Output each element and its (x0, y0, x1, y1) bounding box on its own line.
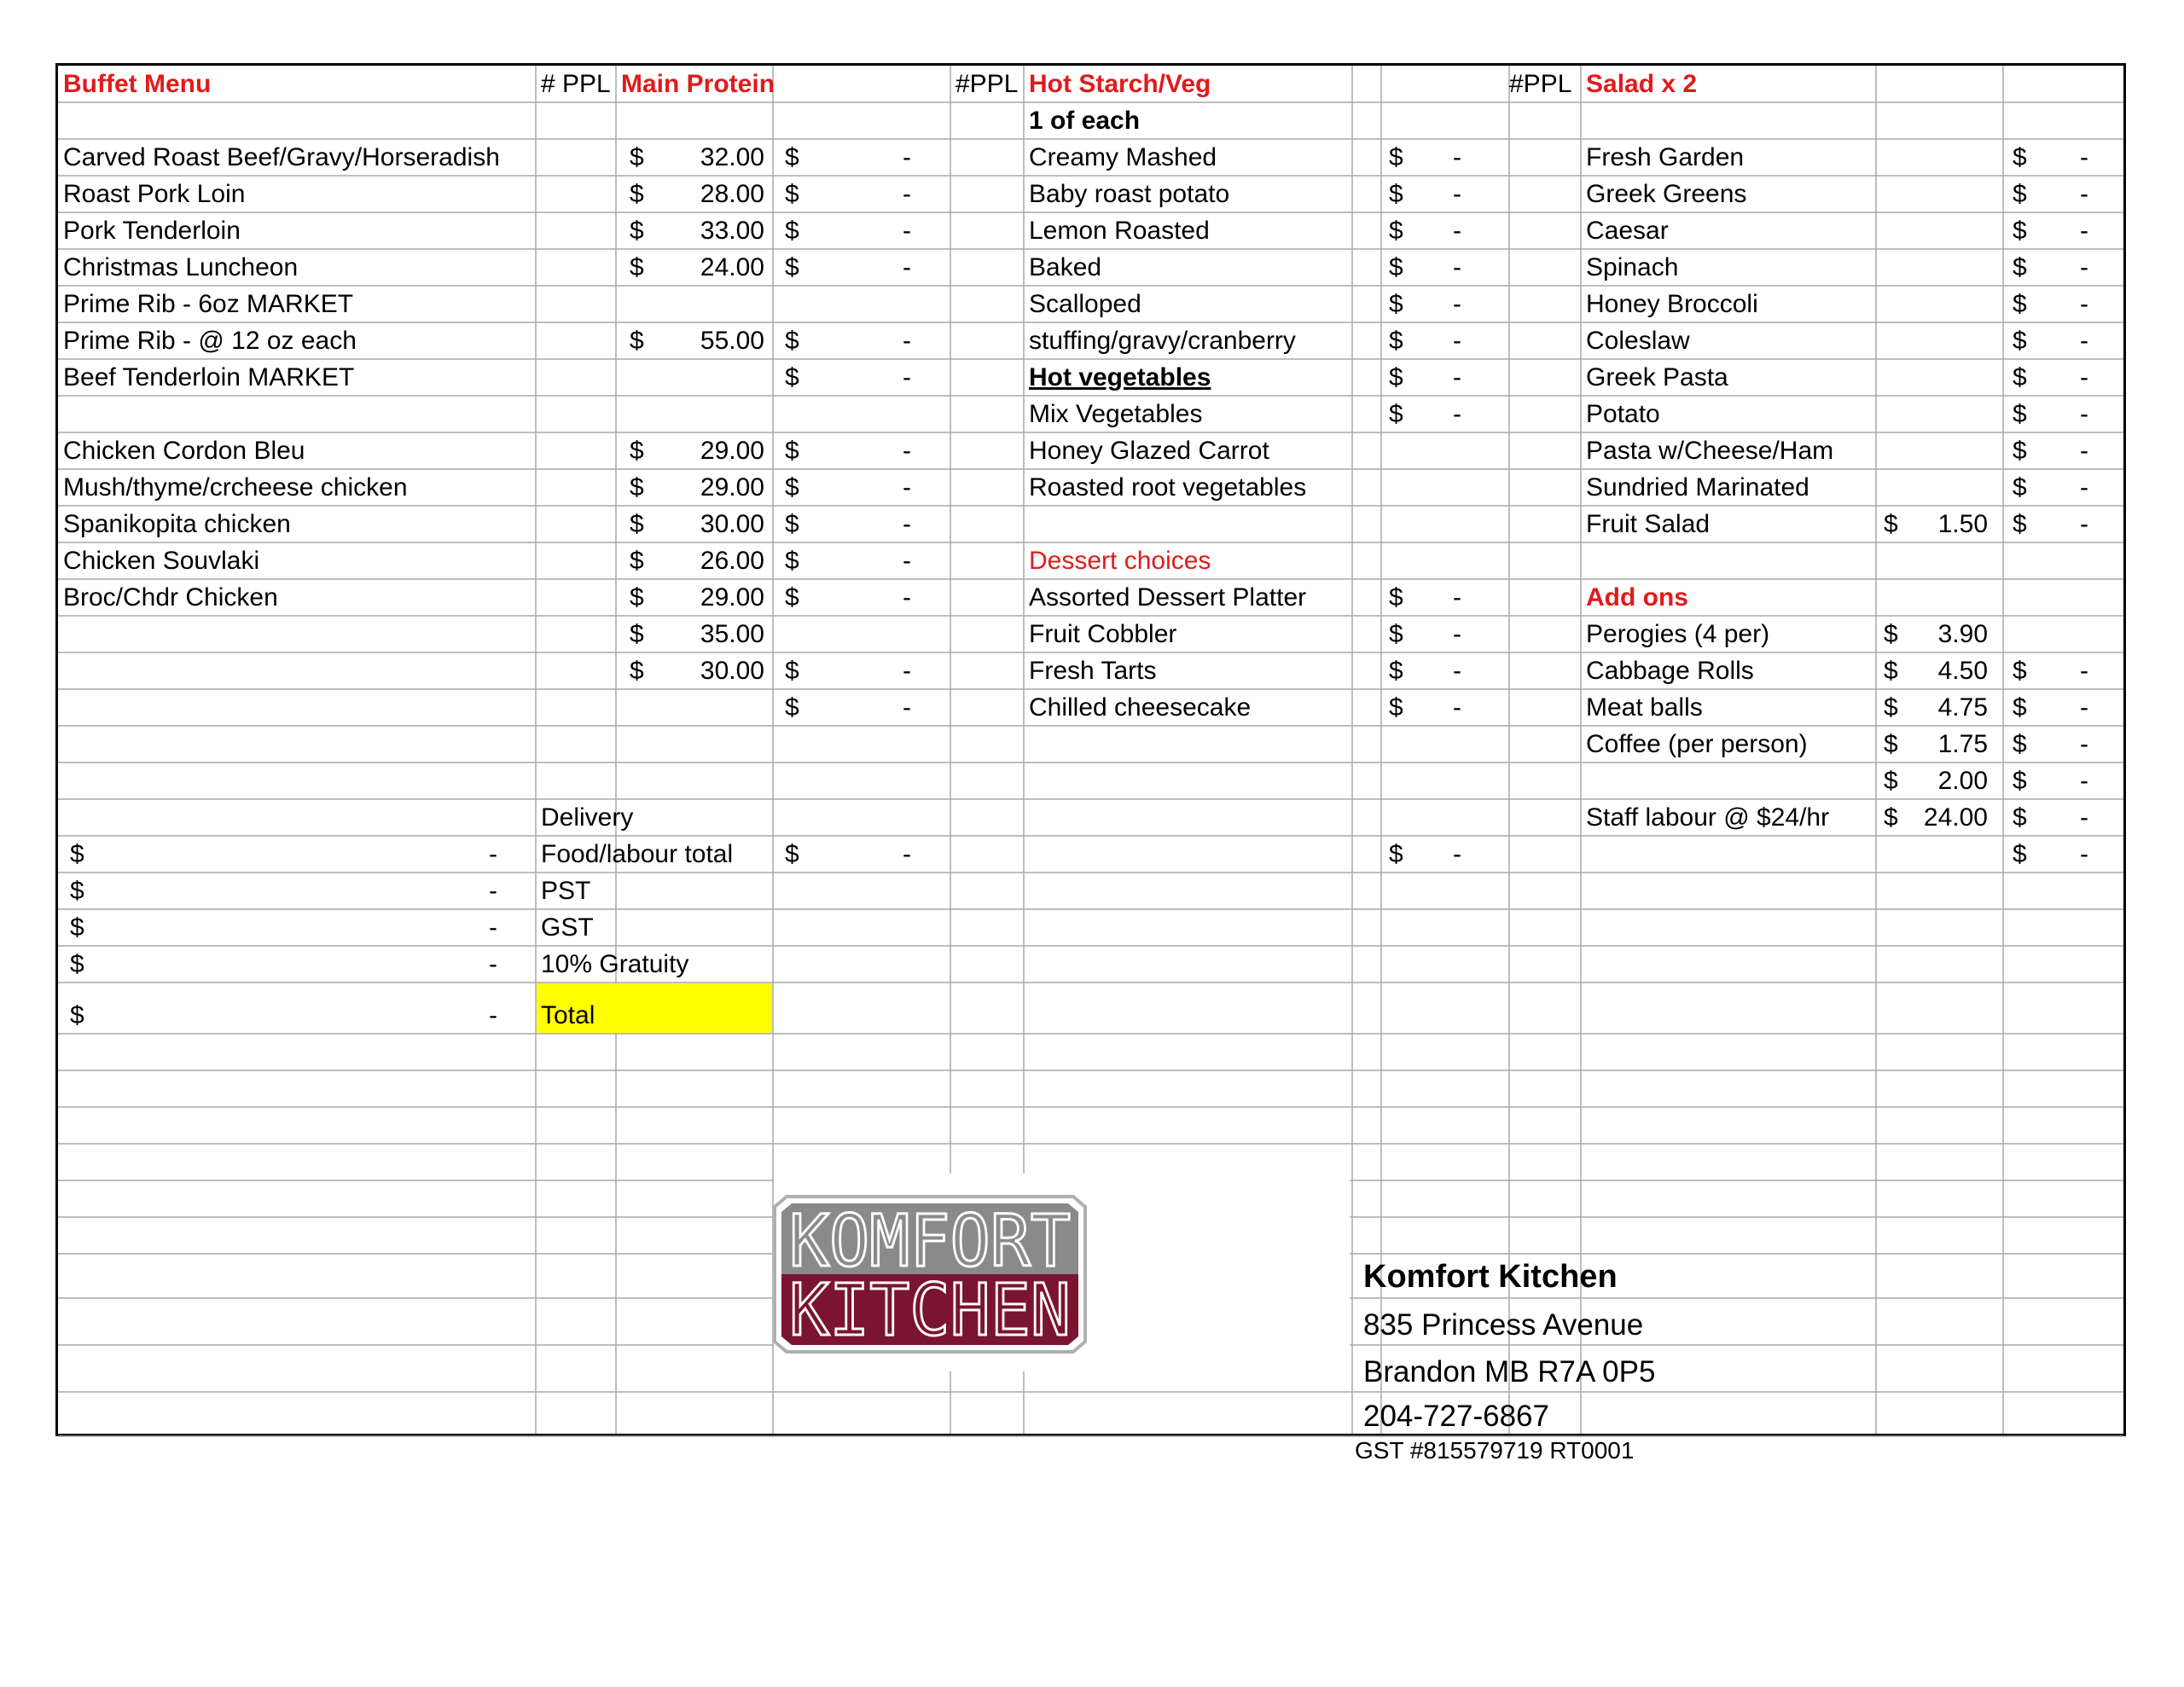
protein-price-currency: $ (630, 143, 644, 171)
business-name: Komfort Kitchen (1363, 1259, 1618, 1295)
starch-name: Mix Vegetables (1029, 400, 1203, 428)
starch-total-amount: - (1453, 290, 1461, 318)
protein-name: Prime Rib - 6oz MARKET (63, 290, 354, 318)
salad-total-currency: $ (2013, 253, 2027, 281)
starch-name: Baby roast potato (1029, 180, 1230, 208)
addon-total-amount: - (2080, 693, 2088, 722)
gst-label: GST (541, 913, 594, 942)
protein-price-amount: 24.00 (700, 253, 764, 281)
header-ppl-salad: #PPL (1509, 70, 1572, 98)
business-gst-number: GST #815579719 RT0001 (1355, 1437, 1635, 1464)
protein-price-amount: 30.00 (700, 657, 764, 685)
salad-total-amount: - (2080, 290, 2088, 318)
dessert-total-currency: $ (1389, 657, 1403, 685)
salad-total-currency: $ (2013, 180, 2027, 208)
summary-value-currency: $ (70, 913, 84, 942)
starch-total-amount: - (1453, 253, 1461, 281)
protein-price-amount: 26.00 (700, 547, 764, 575)
starch-name: Creamy Mashed (1029, 143, 1217, 171)
salad-total-amount: - (2080, 180, 2088, 208)
header-ppl-main: # PPL (541, 70, 611, 98)
addon-total-currency: $ (2013, 693, 2027, 722)
starch-total-currency: $ (1389, 143, 1403, 171)
starch-name: Lemon Roasted (1029, 217, 1210, 245)
salad-total-amount: - (2080, 217, 2088, 245)
business-address-line1: 835 Princess Avenue (1363, 1308, 1644, 1342)
header-ppl-starch: #PPL (956, 70, 1019, 98)
protein-price-amount: 28.00 (700, 180, 764, 208)
addon-price-currency: $ (1884, 657, 1898, 685)
food-labour-total-amount: - (903, 840, 911, 868)
salad-name: Caesar (1586, 217, 1669, 245)
delivery-label: Delivery (541, 803, 634, 832)
addon-price-amount: 4.50 (1937, 657, 1988, 685)
salad-total-currency: $ (2013, 363, 2027, 391)
addon-price-currency: $ (1884, 767, 1898, 795)
salad-name: Honey Broccoli (1586, 290, 1758, 318)
protein-name: Prime Rib - @ 12 oz each (63, 327, 357, 355)
protein-total-currency: $ (785, 437, 799, 465)
protein-total-amount: - (903, 363, 911, 391)
starch-one-of-each: 1 of each (1029, 107, 1141, 135)
protein-price-amount: 30.00 (700, 510, 764, 538)
starch-total-currency: $ (1389, 253, 1403, 281)
business-phone: 204-727-6867 (1363, 1400, 1549, 1433)
dessert-name: Chilled cheesecake (1029, 693, 1252, 722)
salad-total-amount: - (2080, 510, 2088, 538)
salad-total-currency: $ (2013, 217, 2027, 245)
addon-price-amount: 1.75 (1937, 730, 1988, 758)
protein-price-currency: $ (630, 217, 644, 245)
protein-total-amount: - (903, 327, 911, 355)
protein-price-currency: $ (630, 510, 644, 538)
dessert-header: Dessert choices (1029, 547, 1211, 575)
addon-total-currency: $ (2013, 657, 2027, 685)
salad-total-currency: $ (2013, 400, 2027, 428)
dessert-total-currency: $ (1389, 620, 1403, 648)
protein-name: Pork Tenderloin (63, 217, 241, 245)
dessert-total-amount: - (1453, 583, 1461, 612)
salad-total-amount: - (2080, 363, 2088, 391)
protein-total-currency: $ (785, 363, 799, 391)
protein-total-currency: $ (785, 180, 799, 208)
starch-name: Scalloped (1029, 290, 1141, 318)
protein-name: Carved Roast Beef/Gravy/Horseradish (63, 143, 500, 171)
protein-price-amount: 29.00 (700, 473, 764, 501)
addon-total-currency: $ (2013, 730, 2027, 758)
protein-total-currency: $ (785, 253, 799, 281)
starch-total-currency: $ (1389, 363, 1403, 391)
starch-grand-total-currency: $ (1389, 840, 1403, 868)
salad-total-currency: $ (2013, 473, 2027, 501)
salad-name: Greek Greens (1586, 180, 1747, 208)
salad-name: Fruit Salad (1586, 510, 1711, 538)
protein-total-currency: $ (785, 327, 799, 355)
addon-price-amount: 4.75 (1937, 693, 1988, 722)
salad-total-currency: $ (2013, 290, 2027, 318)
protein-name: Spanikopita chicken (63, 510, 291, 538)
protein-total-amount: - (903, 693, 911, 722)
salad-grand-total-currency: $ (2013, 840, 2027, 868)
protein-name: Chicken Souvlaki (63, 547, 260, 575)
summary-value-amount: - (489, 1001, 497, 1029)
summary-value-currency: $ (70, 877, 84, 905)
salad-total-currency: $ (2013, 437, 2027, 465)
buffet-order-sheet (55, 63, 2126, 1464)
salad-price-currency: $ (1884, 510, 1898, 538)
dessert-total-amount: - (1453, 657, 1461, 685)
addon-total-amount: - (2080, 730, 2088, 758)
protein-name: Roast Pork Loin (63, 180, 246, 208)
protein-total-amount: - (903, 510, 911, 538)
logo-word-kitchen: KITCHEN (789, 1268, 1071, 1352)
protein-price-currency: $ (630, 657, 644, 685)
protein-price-amount: 33.00 (700, 217, 764, 245)
protein-price-amount: 32.00 (700, 143, 764, 171)
summary-value-amount: - (489, 913, 497, 942)
protein-total-amount: - (903, 253, 911, 281)
starch-total-currency: $ (1389, 290, 1403, 318)
protein-total-amount: - (903, 180, 911, 208)
total-label: Total (541, 1001, 595, 1029)
salad-name: Greek Pasta (1586, 363, 1728, 391)
protein-total-amount: - (903, 437, 911, 465)
starch-total-amount: - (1453, 400, 1461, 428)
addon-name: Perogies (4 per) (1586, 620, 1770, 648)
starch-name: stuffing/gravy/cranberry (1029, 327, 1296, 355)
addon-total-currency: $ (2013, 803, 2027, 832)
protein-price-currency: $ (630, 437, 644, 465)
addon-price-amount: 24.00 (1923, 803, 1988, 832)
salad-name: Fresh Garden (1586, 143, 1745, 171)
pst-label: PST (541, 877, 591, 905)
dessert-total-amount: - (1453, 620, 1461, 648)
addon-total-amount: - (2080, 803, 2088, 832)
dessert-name: Fruit Cobbler (1029, 620, 1177, 648)
salad-name: Pasta w/Cheese/Ham (1586, 437, 1834, 465)
logo-word-komfort: KOMFORT (789, 1199, 1071, 1283)
protein-total-currency: $ (785, 657, 799, 685)
protein-name: Beef Tenderloin MARKET (63, 363, 355, 391)
starch-name: Hot vegetables (1029, 363, 1211, 391)
addon-price-amount: 3.90 (1937, 620, 1988, 648)
salad-total-amount: - (2080, 473, 2088, 501)
food-labour-total-currency: $ (785, 840, 799, 868)
gratuity-label: 10% Gratuity (541, 950, 689, 978)
protein-price-currency: $ (630, 253, 644, 281)
protein-total-amount: - (903, 657, 911, 685)
starch-name: Roasted root vegetables (1029, 473, 1307, 501)
protein-total-amount: - (903, 143, 911, 171)
protein-total-amount: - (903, 473, 911, 501)
dessert-total-currency: $ (1389, 583, 1403, 612)
salad-name: Sundried Marinated (1586, 473, 1809, 501)
addons-header: Add ons (1586, 583, 1688, 612)
starch-total-currency: $ (1389, 327, 1403, 355)
protein-price-currency: $ (630, 620, 644, 648)
protein-name: Chicken Cordon Bleu (63, 437, 305, 465)
dessert-name: Assorted Dessert Platter (1029, 583, 1307, 612)
header-main-protein: Main Protein (621, 70, 775, 98)
protein-name: Christmas Luncheon (63, 253, 299, 281)
protein-total-amount: - (903, 217, 911, 245)
protein-total-currency: $ (785, 143, 799, 171)
protein-total-currency: $ (785, 510, 799, 538)
starch-grand-total-amount: - (1453, 840, 1461, 868)
salad-total-currency: $ (2013, 327, 2027, 355)
addon-name: Staff labour @ $24/hr (1586, 803, 1830, 832)
protein-price-amount: 29.00 (700, 583, 764, 612)
starch-total-currency: $ (1389, 400, 1403, 428)
salad-name: Potato (1586, 400, 1660, 428)
protein-price-currency: $ (630, 180, 644, 208)
addon-price-currency: $ (1884, 693, 1898, 722)
summary-value-amount: - (489, 877, 497, 905)
header-hot-starch: Hot Starch/Veg (1029, 70, 1211, 98)
protein-total-currency: $ (785, 583, 799, 612)
protein-price-currency: $ (630, 327, 644, 355)
protein-total-amount: - (903, 583, 911, 612)
salad-total-amount: - (2080, 327, 2088, 355)
addon-total-amount: - (2080, 767, 2088, 795)
komfort-kitchen-logo (768, 1185, 1092, 1364)
dessert-total-currency: $ (1389, 693, 1403, 722)
protein-name: Mush/thyme/crcheese chicken (63, 473, 408, 501)
summary-value-amount: - (489, 840, 497, 868)
protein-total-amount: - (903, 547, 911, 575)
summary-value-currency: $ (70, 840, 84, 868)
starch-name: Honey Glazed Carrot (1029, 437, 1269, 465)
salad-total-currency: $ (2013, 510, 2027, 538)
salad-total-amount: - (2080, 143, 2088, 171)
protein-price-amount: 55.00 (700, 327, 764, 355)
salad-name: Coleslaw (1586, 327, 1690, 355)
addon-total-amount: - (2080, 657, 2088, 685)
protein-total-currency: $ (785, 693, 799, 722)
summary-value-amount: - (489, 950, 497, 978)
summary-value-currency: $ (70, 950, 84, 978)
protein-total-currency: $ (785, 473, 799, 501)
dessert-total-amount: - (1453, 693, 1461, 722)
food-labour-total-label: Food/labour total (541, 840, 734, 868)
salad-name: Spinach (1586, 253, 1679, 281)
header-salad: Salad x 2 (1586, 70, 1698, 98)
business-address-line2: Brandon MB R7A 0P5 (1363, 1355, 1656, 1388)
protein-total-currency: $ (785, 547, 799, 575)
protein-name: Broc/Chdr Chicken (63, 583, 278, 612)
starch-total-amount: - (1453, 143, 1461, 171)
starch-total-amount: - (1453, 180, 1461, 208)
starch-total-amount: - (1453, 217, 1461, 245)
salad-total-amount: - (2080, 400, 2088, 428)
addon-total-currency: $ (2013, 767, 2027, 795)
salad-total-amount: - (2080, 437, 2088, 465)
starch-total-amount: - (1453, 327, 1461, 355)
protein-total-currency: $ (785, 217, 799, 245)
dessert-name: Fresh Tarts (1029, 657, 1157, 685)
protein-price-currency: $ (630, 547, 644, 575)
summary-value-currency: $ (70, 1001, 84, 1029)
addon-name: Meat balls (1586, 693, 1703, 722)
starch-total-amount: - (1453, 363, 1461, 391)
header-buffet-menu: Buffet Menu (63, 70, 212, 98)
protein-price-currency: $ (630, 473, 644, 501)
protein-price-amount: 35.00 (700, 620, 764, 648)
protein-price-currency: $ (630, 583, 644, 612)
salad-total-amount: - (2080, 253, 2088, 281)
salad-grand-total-amount: - (2080, 840, 2088, 868)
salad-total-currency: $ (2013, 143, 2027, 171)
addon-price-currency: $ (1884, 620, 1898, 648)
addon-price-currency: $ (1884, 803, 1898, 832)
addon-name: Cabbage Rolls (1586, 657, 1754, 685)
starch-total-currency: $ (1389, 217, 1403, 245)
addon-name: Coffee (per person) (1586, 730, 1808, 758)
protein-price-amount: 29.00 (700, 437, 764, 465)
starch-name: Baked (1029, 253, 1102, 281)
addon-price-amount: 2.00 (1937, 767, 1988, 795)
salad-price-amount: 1.50 (1937, 510, 1988, 538)
addon-price-currency: $ (1884, 730, 1898, 758)
starch-total-currency: $ (1389, 180, 1403, 208)
